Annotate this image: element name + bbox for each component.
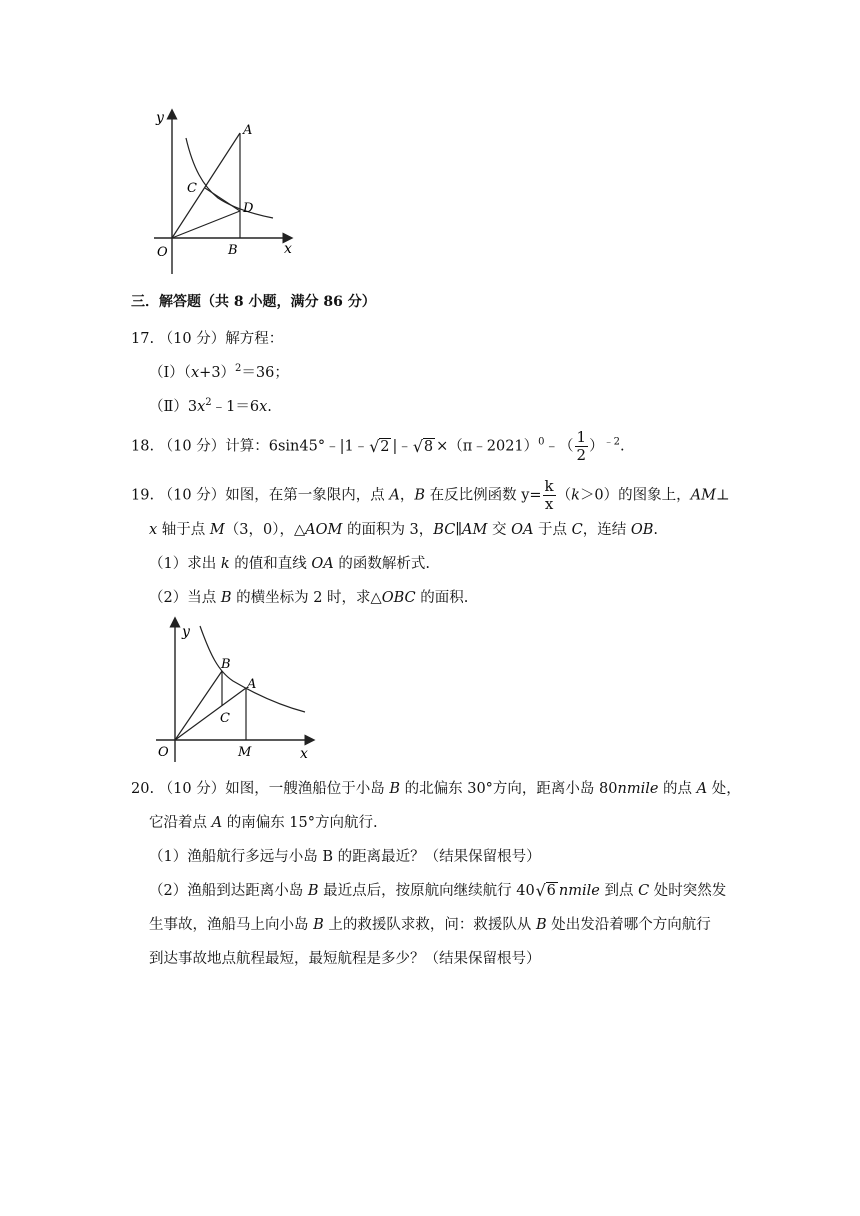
label-A: A <box>247 677 257 692</box>
segment-OD <box>172 211 240 238</box>
q17-part-1: $(Ⅰ)(x+3)^2=36$； <box>149 363 289 381</box>
question-19-line-1: 19. （10 分）如图，在第一象限内，点 A，B 在反比例函数 y= $\frac{k}{x}$ （k＞0）的图象上，AM⊥ <box>131 477 730 513</box>
label-C: C <box>220 711 230 726</box>
segment-OB <box>175 671 222 740</box>
fraction-one-half: $\frac{1}{2}$ <box>576 428 587 464</box>
label-x: x <box>284 241 292 257</box>
label-O: O <box>157 245 168 260</box>
q20-part-2-line-2: 生事故，渔船马上向小岛 B 上的救援队求救，问：救援队从 B 处出发沿着哪个方向航行 <box>149 917 711 933</box>
label-B: B <box>228 243 238 258</box>
label-A: A <box>243 123 253 138</box>
sqrt-8: √ 8 <box>412 436 434 456</box>
segment-OA <box>172 133 240 238</box>
q17-number: 17. <box>131 331 155 347</box>
section-heading: 三．解答题（共 8 小题，满分 86 分） <box>131 294 376 310</box>
figure-1-graph <box>148 108 298 278</box>
label-D: D <box>243 201 254 216</box>
segment-OA <box>175 688 246 740</box>
q20-part-1: （1）渔船航行多远与小岛 B 的距离最近？（结果保留根号） <box>149 849 541 865</box>
figure-2-graph <box>150 616 322 766</box>
hyperbola-curve <box>200 626 305 712</box>
question-18: 18. （10 分）计算：6sin45°﹣|1﹣ √ 2 |﹣ √ 8 ×（π﹣2021）$^0$﹣（ $\frac{1}{2}$ ）$^{﹣2}$. <box>131 428 625 464</box>
sqrt-6: √ 6 <box>535 881 556 900</box>
label-y: y <box>182 624 190 640</box>
label-x: x <box>300 746 308 762</box>
q17-score: （10 分） <box>158 331 226 347</box>
label-C: C <box>187 181 197 196</box>
q19-part-2: （2）当点 B 的横坐标为 2 时，求△OBC 的面积. <box>149 590 469 606</box>
label-O: O <box>158 745 169 760</box>
q17-part-2: $(Ⅱ)3x^2﹣1=6x$. <box>149 397 272 415</box>
question-20-line-1: 20. （10 分）如图，一艘渔船位于小岛 B 的北偏东 30°方向，距离小岛 80nmile 的点 A 处， <box>131 781 741 797</box>
sqrt-2: √ 2 <box>369 436 390 456</box>
q19-part-1: （1）求出 k 的值和直线 OA 的函数解析式. <box>149 556 430 572</box>
question-17 <box>131 327 283 348</box>
q20-part-2-line-1: （2）渔船到达距离小岛 B 最近点后，按原航向继续航行 40 √ 6 nmile 到点 C 处时突然发 <box>149 881 727 900</box>
label-y: y <box>156 110 164 126</box>
label-B: B <box>221 657 231 672</box>
q17-stem: 解方程： <box>225 331 284 347</box>
question-19-line-2: x 轴于点 M（3，0），△AOM 的面积为 3，BC∥AM 交 OA 于点 C，连结 OB. <box>149 522 659 538</box>
q20-part-2-line-3: 到达事故地点航程最短，最短航程是多少？（结果保留根号） <box>149 951 541 967</box>
question-20-line-2: 它沿着点 A 的南偏东 15°方向航行. <box>149 815 378 831</box>
segment-CD <box>205 188 240 211</box>
fraction-k-over-x: $\frac{k}{x}$ <box>544 477 554 513</box>
label-M: M <box>238 745 252 760</box>
